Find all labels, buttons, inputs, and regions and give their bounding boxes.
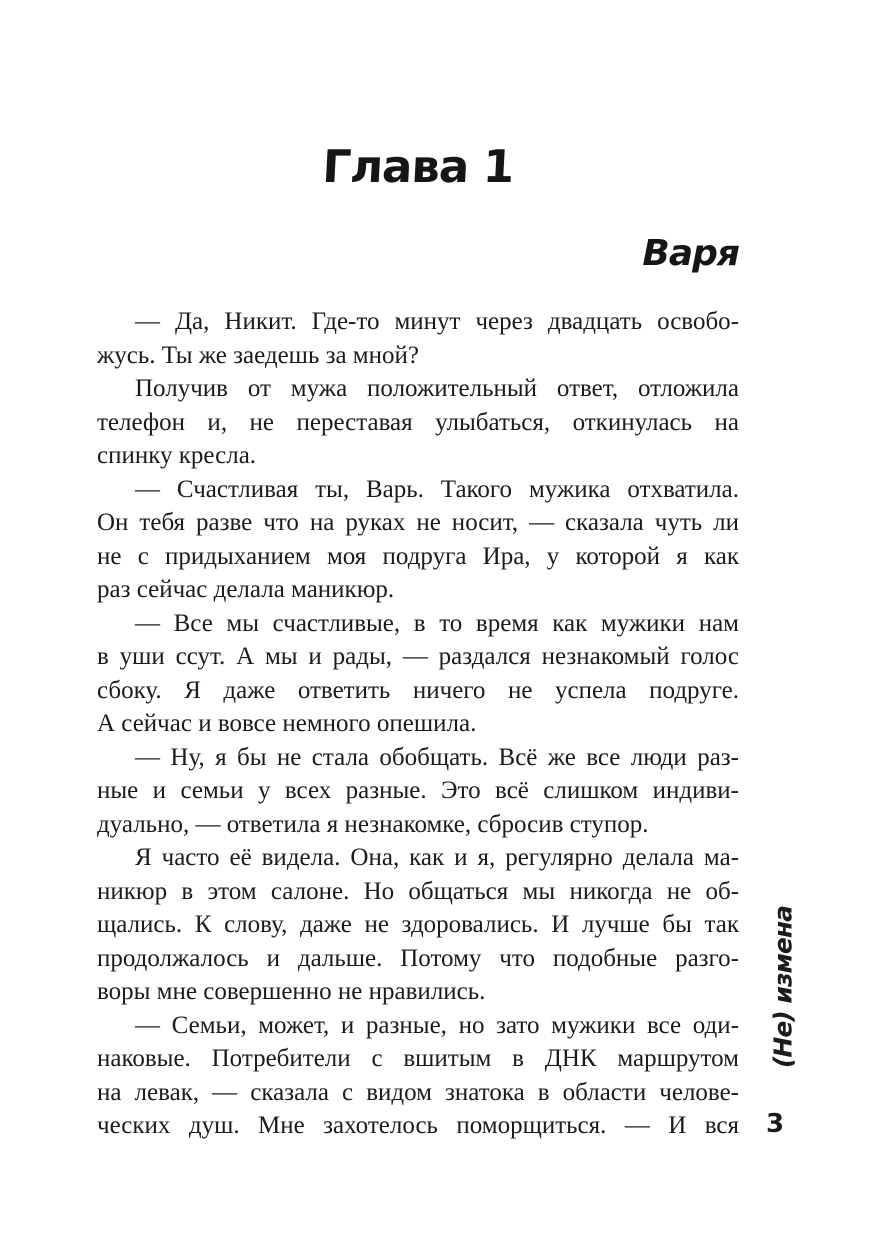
text-line: спинку кресла. <box>97 442 257 469</box>
text-line: на левак, — сказала с видом знатока в области челове- <box>97 1078 739 1106</box>
page-number: 3 <box>765 1109 785 1139</box>
book-title-side-label: (Не) измена <box>768 905 798 1068</box>
text-line: Он тебя разве что на руках не носит, — сказала чуть ли <box>97 509 739 536</box>
text-line: в уши ссут. А мы и рады, — раздался незнакомый голос <box>97 643 739 670</box>
text-line: А сейчас и вовсе немного опешила. <box>97 710 477 737</box>
text-line: — Все мы счастливые, в то время как мужики нам <box>135 609 739 637</box>
text-line: Получив от мужа положительный ответ, отложила <box>135 375 739 402</box>
text-line: ные и семьи у всех разные. Это всё слишком индиви- <box>97 777 739 804</box>
text-line: ческих душ. Мне захотелось поморщиться. — И вся <box>97 1112 739 1139</box>
text-line: никюр в этом салоне. Но общаться мы никогда не об- <box>97 877 739 905</box>
section-heading-character-name: Варя <box>642 233 739 274</box>
paragraph <box>97 1009 739 1143</box>
text-line: раз сейчас делала маникюр. <box>97 576 395 603</box>
text-line: дуально, — ответила я незнакомке, сбросив ступор. <box>97 810 649 838</box>
text-line: Я часто её видела. Она, как и я, регулярно делала ма- <box>135 844 739 871</box>
text-line: сбоку. Я даже ответить ничего не успела подруге. <box>97 676 739 704</box>
paragraph <box>97 841 739 1009</box>
text-line: — Семьи, может, и разные, но зато мужики все оди- <box>135 1011 739 1039</box>
text-line: — Да, Никит. Где-то минут через двадцать освобо- <box>135 308 739 335</box>
paragraph <box>97 607 739 741</box>
chapter-title: Глава 1 <box>321 140 515 193</box>
paragraph <box>97 305 739 372</box>
body-text <box>97 305 739 1143</box>
text-line: — Ну, я бы не стала обобщать. Всё же все люди раз- <box>135 743 739 771</box>
text-line: наковые. Потребители с вшитым в ДНК маршрутом <box>97 1045 739 1072</box>
text-line: — Счастливая ты, Варь. Такого мужика отхватила. <box>135 475 739 503</box>
text-line: жусь. Ты же заедешь за мной? <box>97 341 419 369</box>
paragraph <box>97 372 739 473</box>
paragraph <box>97 473 739 607</box>
text-line: воры мне совершенно не нравились. <box>97 978 486 1005</box>
text-line: продолжалось и дальше. Потому что подобные разго- <box>97 944 739 972</box>
paragraph <box>97 741 739 842</box>
text-line: щались. К слову, даже не здоровались. И лучше бы так <box>97 911 739 938</box>
text-line: телефон и, не переставая улыбаться, откинулась на <box>97 408 739 436</box>
text-line: не с придыханием моя подруга Ира, у которой я как <box>97 542 739 570</box>
